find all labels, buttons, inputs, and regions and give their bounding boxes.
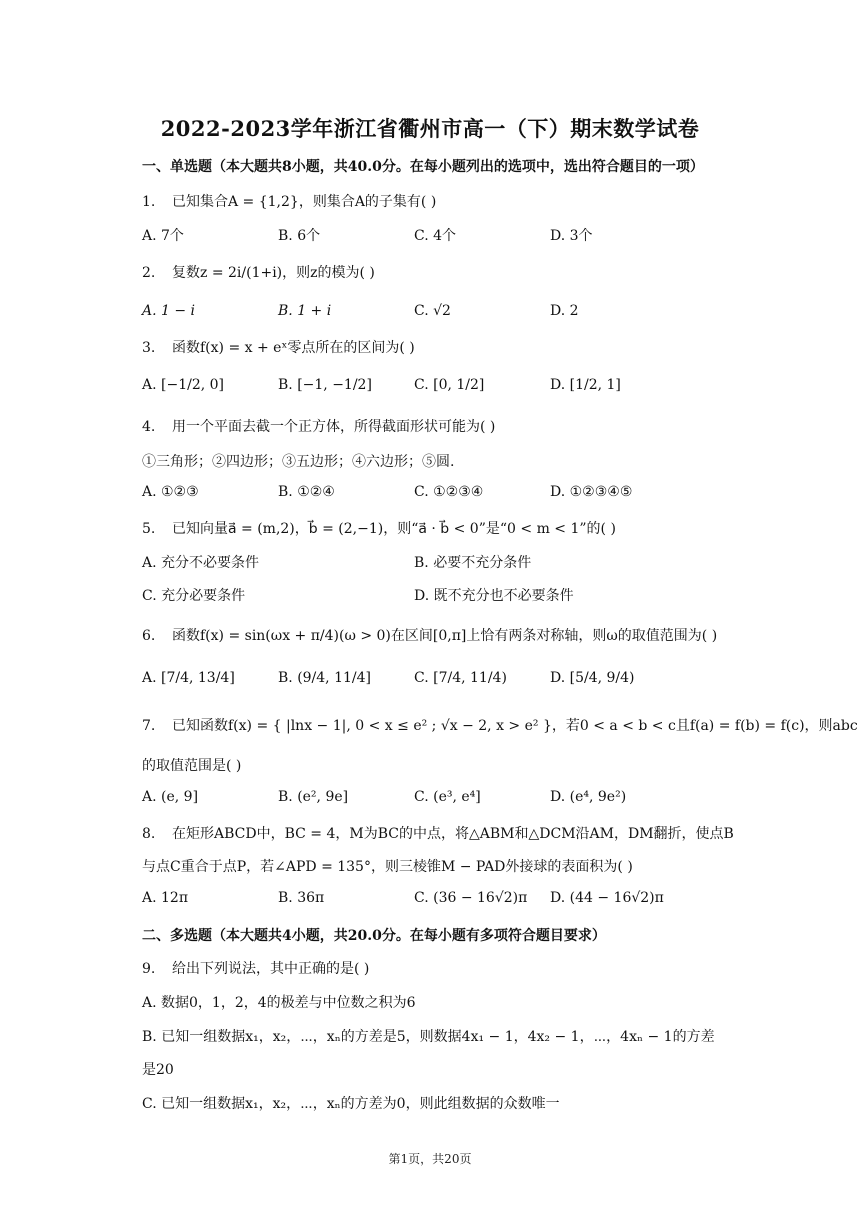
question-text: 函数f(x) = x + eˣ零点所在的区间为( ) — [172, 340, 415, 356]
question-number: 3. — [142, 340, 156, 356]
question-text: 已知集合A = {1,2}，则集合A的子集有( ) — [172, 194, 437, 210]
question-5-options-row2 — [142, 585, 762, 607]
question-text: 已知函数f(x) = { |lnx − 1|, 0 < x ≤ e² ; √x − 2, x > e² }，若0 < a < b < c且f(a) = f(b) = f(c)，则abc — [172, 718, 858, 734]
question-7 — [142, 715, 858, 735]
option-a: A. [7/4, 13/4] — [142, 670, 235, 686]
question-4-extra: ①三角形；②四边形；③五边形；④六边形；⑤圆. — [142, 454, 455, 470]
question-9-option-c: C. 已知一组数据x₁，x₂，⋯，xₙ的方差为0，则此组数据的众数唯一 — [142, 1096, 560, 1112]
question-number: 7. — [142, 718, 156, 734]
question-9-option-b: B. 已知一组数据x₁，x₂，⋯，xₙ的方差是5，则数据4x₁ − 1，4x₂ − 1，⋯，4xₙ − 1的方差 — [142, 1029, 715, 1045]
option-b: B. (9/4, 11/4] — [278, 670, 371, 686]
option-d: D. 3个 — [550, 228, 593, 244]
option-a: A. [−1/2, 0] — [142, 377, 225, 393]
question-6 — [142, 625, 717, 645]
question-3 — [142, 337, 415, 357]
question-2 — [142, 262, 375, 282]
option-c: C. (e³, e⁴] — [414, 789, 481, 805]
option-c: C. [7/4, 11/4) — [414, 670, 507, 686]
question-2-options — [142, 303, 762, 325]
question-1 — [142, 191, 436, 211]
option-a: A. 1 − i — [142, 303, 196, 319]
option-a: A. 充分不必要条件 — [142, 555, 260, 571]
question-1-options — [142, 225, 762, 247]
option-d: D. ①②③④⑤ — [550, 484, 633, 500]
question-number: 9. — [142, 961, 156, 977]
option-b: B. 1 + i — [278, 303, 332, 319]
question-text: 给出下列说法，其中正确的是( ) — [172, 961, 370, 977]
question-6-options — [142, 670, 762, 692]
option-c: C. 4个 — [414, 228, 457, 244]
option-b: B. 36π — [278, 890, 325, 906]
question-4 — [142, 416, 495, 436]
option-d: D. [1/2, 1] — [550, 377, 621, 393]
question-text: 在矩形ABCD中，BC = 4，M为BC的中点，将△ABM和△DCM沿AM，DM翻折，使点B — [172, 826, 734, 842]
question-9-option-a: A. 数据0，1，2，4的极差与中位数之积为6 — [142, 995, 416, 1011]
option-c: C. 充分必要条件 — [142, 588, 246, 604]
option-b: B. (e², 9e] — [278, 789, 349, 805]
question-number: 2. — [142, 265, 156, 281]
option-c: C. (36 − 16√2)π — [414, 890, 528, 906]
question-8 — [142, 823, 734, 843]
section-heading-multi: 二、多选题（本大题共4小题，共20.0分。在每小题有多项符合题目要求） — [142, 928, 606, 944]
option-a: A. (e, 9] — [142, 789, 199, 805]
question-8-options — [142, 890, 762, 912]
question-text: 用一个平面去截一个正方体，所得截面形状可能为( ) — [172, 419, 496, 435]
question-5 — [142, 518, 616, 538]
option-d: D. [5/4, 9/4) — [550, 670, 635, 686]
option-a: A. 7个 — [142, 228, 184, 244]
option-c: C. ①②③④ — [414, 484, 484, 500]
option-b: B. 必要不充分条件 — [414, 555, 532, 571]
question-text: 函数f(x) = sin(ωx + π/4)(ω > 0)在区间[0,π]上恰有两条对称轴，则ω的取值范围为( ) — [172, 628, 718, 644]
question-text: 已知向量a⃗ = (m,2)，b⃗ = (2,−1)，则“a⃗ · b⃗ < 0”是“0 < m < 1”的( ) — [172, 521, 616, 537]
question-number: 6. — [142, 628, 156, 644]
option-a: A. 12π — [142, 890, 189, 906]
section-heading-single: 一、单选题（本大题共8小题，共40.0分。在每小题列出的选项中，选出符合题目的一项） — [142, 159, 704, 175]
option-d: D. (44 − 16√2)π — [550, 890, 664, 906]
question-number: 1. — [142, 194, 156, 210]
question-9-option-b-cont: 是20 — [142, 1062, 174, 1078]
option-a: A. ①②③ — [142, 484, 199, 500]
option-b: B. [−1, −1/2] — [278, 377, 372, 393]
option-d: D. 2 — [550, 303, 579, 319]
question-7-extra: 的取值范围是( ) — [142, 758, 242, 774]
question-number: 5. — [142, 521, 156, 537]
option-c: C. [0, 1/2] — [414, 377, 485, 393]
option-b: B. 6个 — [278, 228, 321, 244]
page-footer: 第1页，共20页 — [388, 1152, 472, 1166]
question-3-options — [142, 377, 762, 399]
question-number: 8. — [142, 826, 156, 842]
option-d: D. 既不充分也不必要条件 — [414, 588, 574, 604]
question-text: 复数z = 2i/(1+i)，则z的模为( ) — [172, 265, 375, 281]
question-9 — [142, 958, 369, 978]
question-number: 4. — [142, 419, 156, 435]
question-8-extra: 与点C重合于点P，若∠APD = 135°，则三棱锥M − PAD外接球的表面积为( ) — [142, 859, 633, 875]
page-title: 2022-2023学年浙江省衢州市高一（下）期末数学试卷 — [160, 116, 700, 141]
question-4-options — [142, 484, 762, 506]
option-d: D. (e⁴, 9e²) — [550, 789, 627, 805]
question-5-options-row1 — [142, 552, 762, 574]
question-7-options — [142, 789, 762, 811]
option-b: B. ①②④ — [278, 484, 335, 500]
option-c: C. √2 — [414, 303, 451, 319]
